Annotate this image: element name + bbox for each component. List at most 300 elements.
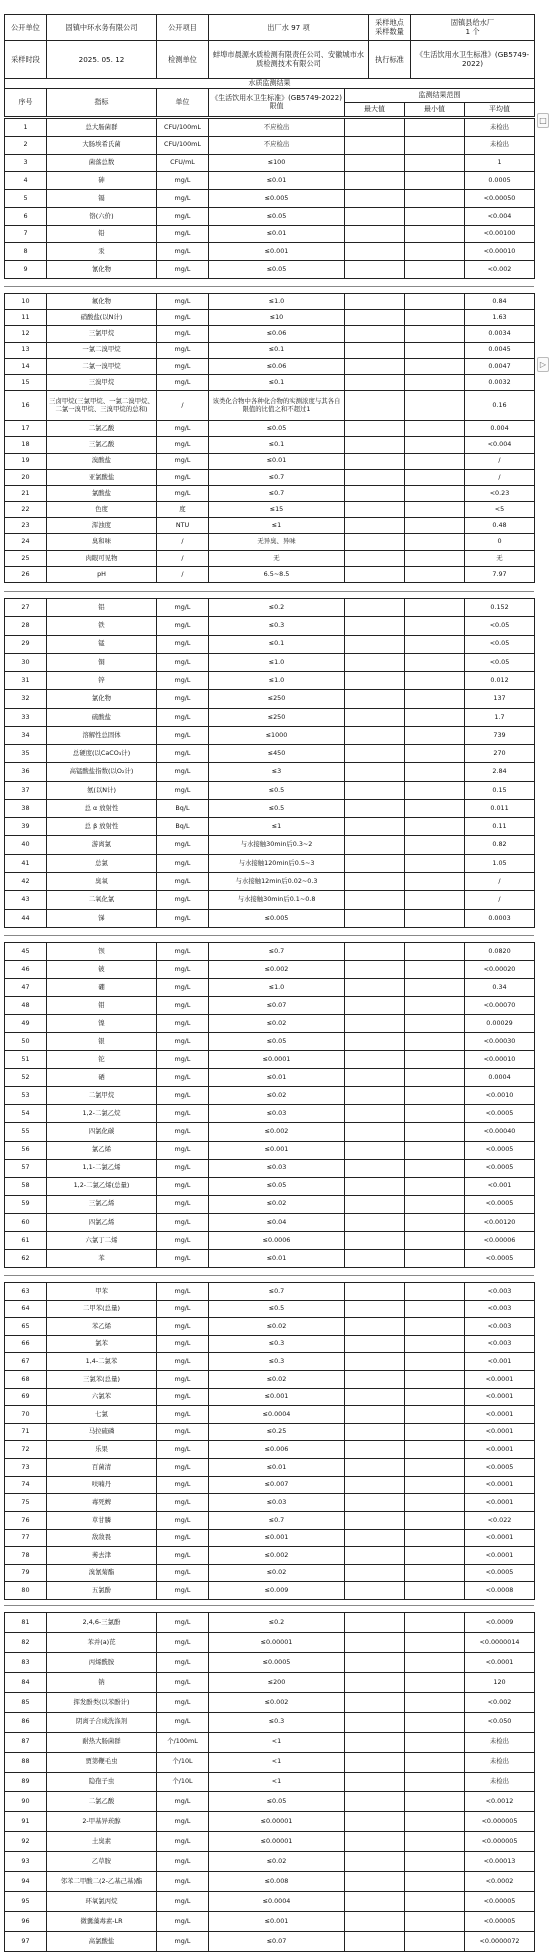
table-row [5,1732,535,1752]
row-unit: Bq/L [157,799,209,817]
row-max [345,1015,405,1033]
row-limit: ≤0.001 [209,1912,345,1932]
row-no: 57 [5,1159,47,1177]
row-no: 3 [5,154,47,172]
row-min [405,1353,465,1371]
table-row [5,997,535,1015]
row-limit: ≤10 [209,310,345,326]
row-avg: <0.0001 [465,1371,535,1389]
row-no: 87 [5,1732,47,1752]
row-avg: <0.0001 [465,1652,535,1672]
row-avg: <0.00010 [465,1051,535,1069]
table-row [5,1213,535,1231]
row-limit: ≤0.009 [209,1582,345,1600]
row-min [405,261,465,279]
row-no: 60 [5,1213,47,1231]
row-unit: / [157,391,209,421]
row-no: 71 [5,1423,47,1441]
row-max [345,1051,405,1069]
row-no: 12 [5,326,47,342]
row-min [405,1441,465,1459]
row-min [405,799,465,817]
row-avg: <0.001 [465,1353,535,1371]
table-row [5,1494,535,1512]
row-unit: mg/L [157,1582,209,1600]
page-divider [4,1605,534,1606]
row-avg: 0.0034 [465,326,535,342]
table-row [5,943,535,961]
table-row [5,421,535,437]
row-max [345,1529,405,1547]
table-row [5,1051,535,1069]
row-unit: mg/L [157,1441,209,1459]
row-no: 18 [5,437,47,453]
row-limit: ≤0.02 [209,1195,345,1213]
row-unit: mg/L [157,961,209,979]
table-row [5,818,535,836]
row-avg: 0.0047 [465,358,535,374]
row-max [345,342,405,358]
table-row [5,672,535,690]
row-min [405,207,465,225]
row-indicator: 二氯甲烷 [47,1087,157,1105]
row-indicator: 铬(六价) [47,207,157,225]
row-indicator: 锑 [47,909,157,927]
row-indicator: 三氯乙酸 [47,437,157,453]
row-limit: 不应检出 [209,136,345,154]
row-limit: ≤250 [209,708,345,726]
row-limit: ≤1.0 [209,294,345,310]
row-indicator: 臭氧 [47,872,157,890]
row-no: 33 [5,708,47,726]
row-min [405,1892,465,1912]
row-min [405,961,465,979]
row-unit: mg/L [157,310,209,326]
row-no: 16 [5,391,47,421]
row-unit: 度 [157,502,209,518]
row-avg: 未检出 [465,1772,535,1792]
row-avg: <0.0005 [465,1249,535,1267]
row-min [405,1300,465,1318]
row-unit: 个/10L [157,1772,209,1792]
row-no: 90 [5,1792,47,1812]
row-min [405,1732,465,1752]
item-label: 公开项目 [157,15,209,41]
table-row [5,326,535,342]
row-min [405,342,465,358]
row-max [345,1476,405,1494]
row-unit: mg/L [157,1494,209,1512]
row-min [405,1494,465,1512]
row-indicator: 三氯乙烯 [47,1195,157,1213]
row-unit: mg/L [157,1195,209,1213]
table-row [5,1423,535,1441]
row-min [405,1529,465,1547]
row-no: 20 [5,469,47,485]
row-indicator: 氨(以N计) [47,781,157,799]
row-max [345,1772,405,1792]
row-max [345,1564,405,1582]
row-unit: mg/L [157,979,209,997]
row-indicator: 苯 [47,1249,157,1267]
table-row [5,617,535,635]
row-max [345,1712,405,1732]
row-indicator: 硼 [47,979,157,997]
row-min [405,1459,465,1477]
collapse-icon[interactable]: □ [537,113,549,128]
table-row [5,342,535,358]
row-indicator: 浑浊度 [47,518,157,534]
row-no: 85 [5,1692,47,1712]
table-row [5,534,535,550]
row-unit: mg/L [157,1249,209,1267]
row-min [405,1712,465,1732]
row-indicator: 菌落总数 [47,154,157,172]
row-limit: ≤0.02 [209,1371,345,1389]
row-indicator: 锰 [47,635,157,653]
row-limit: 不应检出 [209,119,345,137]
row-avg: 未检出 [465,1732,535,1752]
table-row [5,909,535,927]
row-indicator: 镍 [47,1015,157,1033]
row-indicator: 三氯苯(总量) [47,1371,157,1389]
table-row [5,872,535,890]
row-avg: <0.0002 [465,1872,535,1892]
row-no: 24 [5,534,47,550]
row-avg: <0.00050 [465,190,535,208]
row-max [345,781,405,799]
row-avg: 0.84 [465,294,535,310]
row-no: 78 [5,1547,47,1565]
row-min [405,763,465,781]
row-limit: ≤0.5 [209,799,345,817]
table-row [5,1335,535,1353]
row-max [345,1141,405,1159]
row-min [405,154,465,172]
row-avg: <0.000005 [465,1832,535,1852]
table-row [5,961,535,979]
publisher-label: 公开单位 [5,15,47,41]
row-min [405,566,465,582]
row-min [405,294,465,310]
row-indicator: 溴氰菊酯 [47,1564,157,1582]
row-indicator: 氯化物 [47,690,157,708]
table-row [5,1441,535,1459]
row-limit: ≤0.7 [209,1283,345,1301]
result-table [4,942,535,1268]
row-indicator: 溴酸盐 [47,453,157,469]
table-row [5,550,535,566]
page-divider [4,1275,534,1276]
row-min [405,1613,465,1633]
row-limit: ≤0.03 [209,1105,345,1123]
table-row [5,243,535,261]
row-avg: / [465,453,535,469]
row-indicator: 苯并(a)芘 [47,1632,157,1652]
row-limit: 与水接触30min后0.1~0.8 [209,891,345,909]
row-limit: ≤0.005 [209,909,345,927]
row-limit: ≤0.006 [209,1441,345,1459]
table-row [5,1476,535,1494]
result-table [4,598,535,928]
result-table [4,1612,535,1952]
table-row [5,1613,535,1633]
row-limit: ≤0.06 [209,358,345,374]
row-avg: <0.0005 [465,1159,535,1177]
row-avg: 2.84 [465,763,535,781]
row-no: 65 [5,1318,47,1336]
row-max [345,1105,405,1123]
row-avg: <0.004 [465,437,535,453]
row-limit: 与水接触30min后0.3~2 [209,836,345,854]
row-limit: ≤0.001 [209,1529,345,1547]
row-max [345,909,405,927]
row-min [405,172,465,190]
table-row [5,708,535,726]
row-limit: 与水接触12min后0.02~0.3 [209,872,345,890]
row-max [345,763,405,781]
row-no: 41 [5,854,47,872]
row-max [345,1159,405,1177]
row-indicator: 苯乙烯 [47,1318,157,1336]
row-indicator: 六氯苯 [47,1388,157,1406]
row-indicator: 总硬度(以CaCO₃计) [47,745,157,763]
row-no: 88 [5,1752,47,1772]
row-unit: CFU/100mL [157,119,209,137]
table-row [5,599,535,617]
row-max [345,872,405,890]
row-min [405,1872,465,1892]
row-unit: mg/L [157,1141,209,1159]
row-indicator: 呋喃丹 [47,1476,157,1494]
row-limit: ≤0.002 [209,1547,345,1565]
row-avg: <0.05 [465,653,535,671]
row-avg: 0.0003 [465,909,535,927]
col-no: 序号 [5,89,47,117]
standard-label: 执行标准 [369,41,411,79]
row-limit: ≤0.0001 [209,1051,345,1069]
row-indicator: 肉眼可见物 [47,550,157,566]
row-avg: <0.0001 [465,1494,535,1512]
row-unit: mg/L [157,690,209,708]
row-min [405,690,465,708]
row-min [405,909,465,927]
row-min [405,1159,465,1177]
row-limit: 6.5~8.5 [209,566,345,582]
row-avg: <0.002 [465,261,535,279]
row-min [405,1752,465,1772]
row-avg: 0.11 [465,818,535,836]
row-avg: <0.0008 [465,1582,535,1600]
row-max [345,1388,405,1406]
row-max [345,374,405,390]
row-indicator: 阴离子合成洗涤剂 [47,1712,157,1732]
row-avg: <0.00006 [465,1231,535,1249]
row-unit: mg/L [157,1388,209,1406]
row-unit: mg/L [157,1335,209,1353]
row-limit: ≤0.01 [209,1069,345,1087]
table-row [5,1582,535,1600]
row-avg: 0.0045 [465,342,535,358]
row-max [345,1441,405,1459]
row-no: 58 [5,1177,47,1195]
row-min [405,190,465,208]
row-min [405,119,465,137]
row-no: 10 [5,294,47,310]
row-avg: 0.0820 [465,943,535,961]
row-no: 69 [5,1388,47,1406]
row-no: 21 [5,485,47,501]
row-indicator: 乙草胺 [47,1852,157,1872]
row-unit: mg/L [157,1529,209,1547]
row-no: 23 [5,518,47,534]
section-title: 水质监测结果 [5,79,535,89]
table-row [5,1529,535,1547]
table-row [5,1069,535,1087]
page-divider [4,591,534,592]
row-avg: <0.0010 [465,1087,535,1105]
row-no: 13 [5,342,47,358]
row-avg: <0.0001 [465,1406,535,1424]
row-limit: 该类化合物中各种化合物的实测浓度与其各自限值的比值之和不超过1 [209,391,345,421]
row-no: 44 [5,909,47,927]
row-unit: mg/L [157,909,209,927]
row-no: 47 [5,979,47,997]
row-min [405,1371,465,1389]
row-min [405,1406,465,1424]
row-min [405,485,465,501]
row-no: 17 [5,421,47,437]
row-indicator: 总 α 放射性 [47,799,157,817]
row-indicator: 二甲苯(总量) [47,1300,157,1318]
row-indicator: 总 β 放射性 [47,818,157,836]
row-limit: ≤0.01 [209,1249,345,1267]
table-row [5,225,535,243]
row-avg: <0.00120 [465,1213,535,1231]
row-max [345,1582,405,1600]
row-avg: <0.0005 [465,1141,535,1159]
table-row [5,1371,535,1389]
row-max [345,1353,405,1371]
row-max [345,1283,405,1301]
row-min [405,1652,465,1672]
row-max [345,207,405,225]
row-min [405,421,465,437]
row-unit: mg/L [157,1213,209,1231]
row-unit: mg/L [157,1852,209,1872]
row-unit: mg/L [157,374,209,390]
row-avg: <0.0001 [465,1529,535,1547]
row-no: 80 [5,1582,47,1600]
table-row [5,1852,535,1872]
row-min [405,310,465,326]
row-indicator: 四氯乙烯 [47,1213,157,1231]
row-max [345,708,405,726]
expand-icon[interactable]: ▷ [537,357,549,372]
row-max [345,1892,405,1912]
row-max [345,1932,405,1952]
row-unit: mg/L [157,745,209,763]
row-no: 11 [5,310,47,326]
row-limit: ≤0.3 [209,1335,345,1353]
row-indicator: 六氯丁二烯 [47,1231,157,1249]
row-avg: 270 [465,745,535,763]
row-limit: ≤0.7 [209,1511,345,1529]
row-max [345,1371,405,1389]
row-no: 67 [5,1353,47,1371]
row-max [345,799,405,817]
row-avg: <0.003 [465,1300,535,1318]
row-min [405,997,465,1015]
table-row [5,1318,535,1336]
row-indicator: 铝 [47,599,157,617]
row-no: 50 [5,1033,47,1051]
row-no: 32 [5,690,47,708]
row-indicator: 铁 [47,617,157,635]
row-unit: mg/L [157,1087,209,1105]
row-limit: ≤0.1 [209,374,345,390]
row-indicator: 2-甲基异莰醇 [47,1812,157,1832]
row-limit: ≤0.01 [209,453,345,469]
row-avg: <0.00020 [465,961,535,979]
row-max [345,891,405,909]
row-indicator: 三氯甲烷 [47,326,157,342]
row-limit: 与水接触120min后0.5~3 [209,854,345,872]
row-min [405,1105,465,1123]
row-max [345,1318,405,1336]
row-limit: ≤0.02 [209,1087,345,1105]
row-max [345,391,405,421]
row-limit: ≤0.002 [209,1692,345,1712]
row-limit: ≤0.008 [209,1872,345,1892]
table-row [5,190,535,208]
row-no: 73 [5,1459,47,1477]
row-max [345,1033,405,1051]
table-row [5,745,535,763]
table-row [5,469,535,485]
row-indicator: 硒 [47,1069,157,1087]
row-indicator: 环氧氯丙烷 [47,1892,157,1912]
row-avg: 0.152 [465,599,535,617]
row-indicator: 氟化物 [47,294,157,310]
row-limit: ≤0.07 [209,997,345,1015]
row-no: 51 [5,1051,47,1069]
row-max [345,154,405,172]
row-min [405,872,465,890]
row-indicator: 1,2-二氯乙烷 [47,1105,157,1123]
row-limit: ≤0.001 [209,1388,345,1406]
row-no: 68 [5,1371,47,1389]
row-unit: mg/L [157,1672,209,1692]
col-result: 监测结果范围 [345,89,535,103]
row-no: 92 [5,1832,47,1852]
row-limit: ≤3 [209,763,345,781]
row-max [345,534,405,550]
row-max [345,1459,405,1477]
row-indicator: 硫酸盐 [47,708,157,726]
row-indicator: 隐孢子虫 [47,1772,157,1792]
row-limit: ≤0.02 [209,1852,345,1872]
row-indicator: 1,1-二氯乙烯 [47,1159,157,1177]
row-unit: mg/L [157,997,209,1015]
row-unit: mg/L [157,1912,209,1932]
row-no: 72 [5,1441,47,1459]
row-avg: <0.004 [465,207,535,225]
row-max [345,836,405,854]
row-avg: 739 [465,726,535,744]
row-indicator: 马拉硫磷 [47,1423,157,1441]
row-avg: 无 [465,550,535,566]
